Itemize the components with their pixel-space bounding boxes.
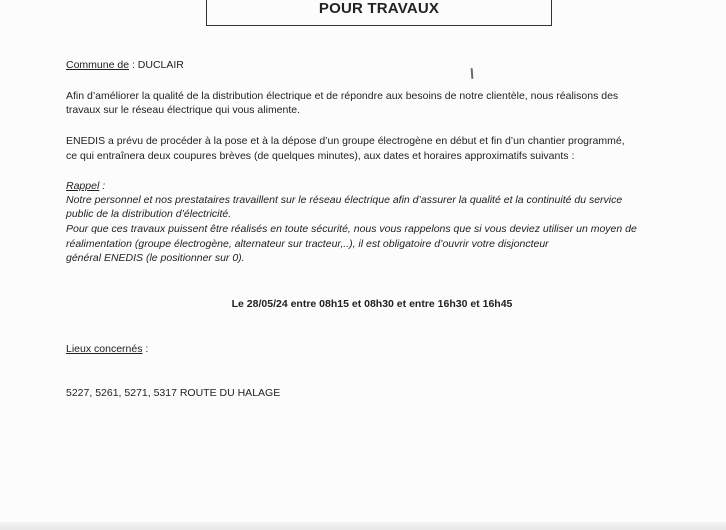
paragraph-1-line-1: Afin d’améliorer la qualité de la distribution électrique et de répondre aux besoins de notre clientèle, nous réalisons des bbox=[66, 90, 619, 102]
locations-value: 5227, 5261, 5271, 5317 ROUTE DU HALAGE bbox=[66, 387, 281, 399]
paragraph-2-line-2: ce qui entraînera deux coupures brèves (de quelques minutes), aux dates et horaires approximatifs suivants : bbox=[66, 150, 575, 162]
schedule-line: Le 28/05/24 entre 08h15 et 08h30 et entre 16h30 et 16h45 bbox=[231, 298, 513, 310]
scan-bottom-edge bbox=[0, 522, 726, 530]
commune-value: DUCLAIR bbox=[137, 59, 184, 71]
rappel-line-2: public de la distribution d’électricité. bbox=[66, 208, 232, 220]
commune-separator: : bbox=[129, 59, 138, 71]
rappel-line-1: Notre personnel et nos prestataires travaillent sur le réseau électrique afin d’assurer la qualité et la continuité du service bbox=[66, 194, 623, 206]
title-box bbox=[206, 0, 552, 26]
commune-line bbox=[66, 58, 678, 73]
rappel-label: Rappel bbox=[66, 180, 100, 192]
paragraph-1-line-2: travaux sur le réseau électrique qui vous alimente. bbox=[66, 104, 301, 116]
document-title: POUR TRAVAUX bbox=[318, 0, 440, 17]
rappel-line-4: réalimentation (groupe électrogène, alternateur sur tracteur,..), il est obligatoire d’ouvrir votre disjoncteur bbox=[66, 238, 549, 250]
rappel-line-5: général ENEDIS (le positionner sur 0). bbox=[66, 252, 245, 264]
rappel-heading bbox=[66, 179, 678, 194]
locations-label: Lieux concernés bbox=[66, 343, 143, 355]
rappel-line-3: Pour que ces travaux puissent être réalisés en toute sécurité, nous vous rappelons que si vous deviez utiliser un moyen de bbox=[66, 223, 637, 235]
locations-heading bbox=[66, 342, 678, 357]
paragraph-2-line-1: ENEDIS a prévu de procéder à la pose et à la dépose d’un groupe électrogène en début et fin d’un chantier programmé, bbox=[66, 135, 625, 147]
commune-label: Commune de bbox=[66, 59, 130, 71]
locations-suffix: : bbox=[142, 343, 149, 355]
rappel-suffix: : bbox=[99, 180, 106, 192]
